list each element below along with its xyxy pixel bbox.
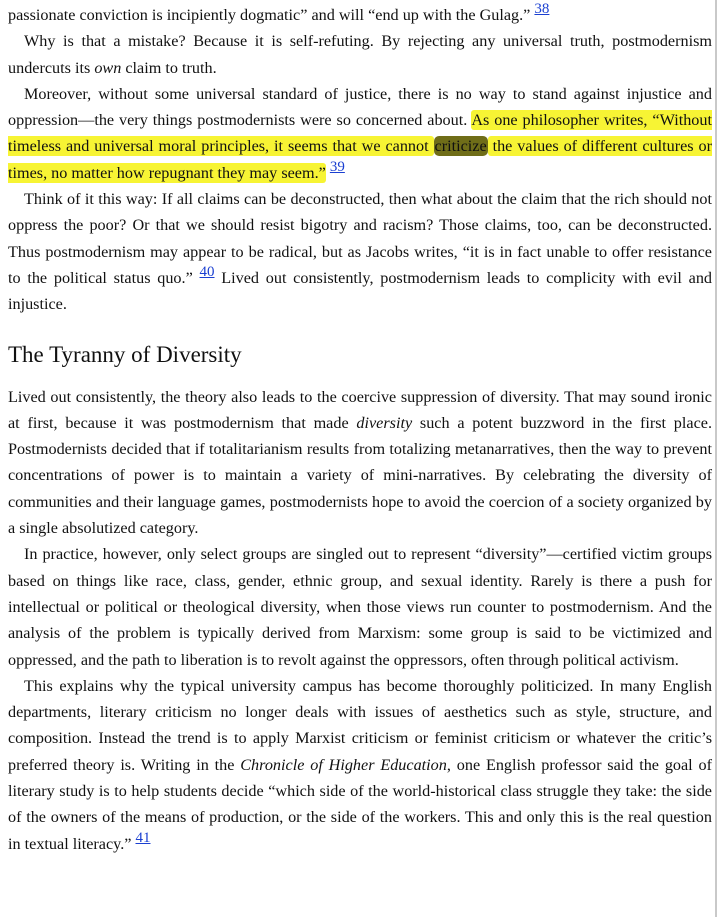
paragraph-text: Moreover, without some universal standard of justice, there is no way to stand against injustice and oppression—the very things postmodernists were so concerned about.	[8, 84, 712, 130]
footnote-link-38[interactable]: 38	[534, 1, 550, 17]
paragraph-text: Think of it this way: If all claims can be deconstructed, then what about the claim that the rich should not oppress the poor? Or that we should resist bigotry and racism? Those claims, too, can be deconstructed. Thus postmodernism may appear to be radical, but as Jacobs writes, “it is in fact unable to offer resistance to the political status quo.”	[8, 190, 712, 287]
footnote-link-41[interactable]: 41	[135, 829, 151, 846]
paragraph-text: In practice, however, only select groups are singled out to represent “diversity”—certified victim groups based on things like race, class, gender, ethnic group, and sexual identity. Rarely is there a push for intellectual or political or theological diversity, when those views run counter to postmodernism. And the analysis of the problem is typically derived from Marxism: some group is said to be victimized and oppressed, and the path to liberation is to revolt against the oppressors, often through political activism.	[8, 545, 712, 669]
highlighted-word-criticize[interactable]: criticize	[434, 137, 487, 156]
paragraph-text: , one English professor said the goal of literary study is to help students decide “which side of the world-historical class struggle they take: the side of the owners of the means of production, or the side of the workers. This and only this is the real question in textual literacy.”	[8, 755, 712, 853]
paragraph-university	[8, 673, 712, 857]
paragraph-text: Lived out consistently, the theory also leads to the coercive suppression of diversity. That may sound ironic at first, because it was postmodernism that made	[8, 387, 712, 432]
footnote-link-39[interactable]: 39	[329, 158, 345, 175]
page-edge-divider	[715, 0, 717, 917]
paragraph-text: Lived out consistently, postmodernism leads to complicity with evil and injustice.	[8, 268, 713, 314]
paragraph-text: This explains why the typical university campus has become thoroughly politicized. In many English departments, literary criticism no longer deals with issues of aesthetics such as style, structure, and composition. Instead the trend is to apply Marxist criticism or feminist criticism or whatever the critic’s preferred theory is. Writing in the	[8, 676, 712, 774]
paragraph-diversity	[8, 384, 712, 542]
emphasis-own: own	[94, 58, 122, 77]
footnote-link-40[interactable]: 40	[199, 263, 215, 280]
paragraph-justice	[8, 81, 712, 186]
emphasis-diversity: diversity	[356, 413, 413, 432]
document-page	[8, 2, 712, 857]
paragraph-deconstructed	[8, 186, 712, 317]
highlighted-quote-end[interactable]: the values of different cultures or times, no matter how repugnant they may seem.”	[8, 137, 712, 182]
highlighted-quote[interactable]: As one philosopher writes, “Without timeless and universal moral principles, it seems that we cannot	[8, 111, 712, 156]
paragraph-text: Why is that a mistake? Because it is self-refuting. By rejecting any universal truth, postmodernism undercuts its	[8, 32, 712, 77]
section-heading: The Tyranny of Diversity	[8, 341, 242, 367]
emphasis-chronicle: Chronicle of Higher Education	[240, 755, 447, 774]
paragraph-self-refuting	[8, 28, 712, 81]
paragraph-gulag	[8, 2, 712, 28]
paragraph-practice	[8, 541, 712, 672]
paragraph-text: passionate conviction is incipiently dogmatic” and will “end up with the Gulag.”	[8, 6, 531, 24]
paragraph-text: claim to truth.	[121, 58, 217, 77]
paragraph-text: such a potent buzzword in the first place. Postmodernists decided that if totalitarianism results from totalizing metanarratives, then the way to prevent concentrations of power is to maintain a variety of mini-narratives. By celebrating the diversity of communities and their language games, postmodernists hope to avoid the coercion of a society organized by a single absolutized category.	[8, 413, 712, 538]
